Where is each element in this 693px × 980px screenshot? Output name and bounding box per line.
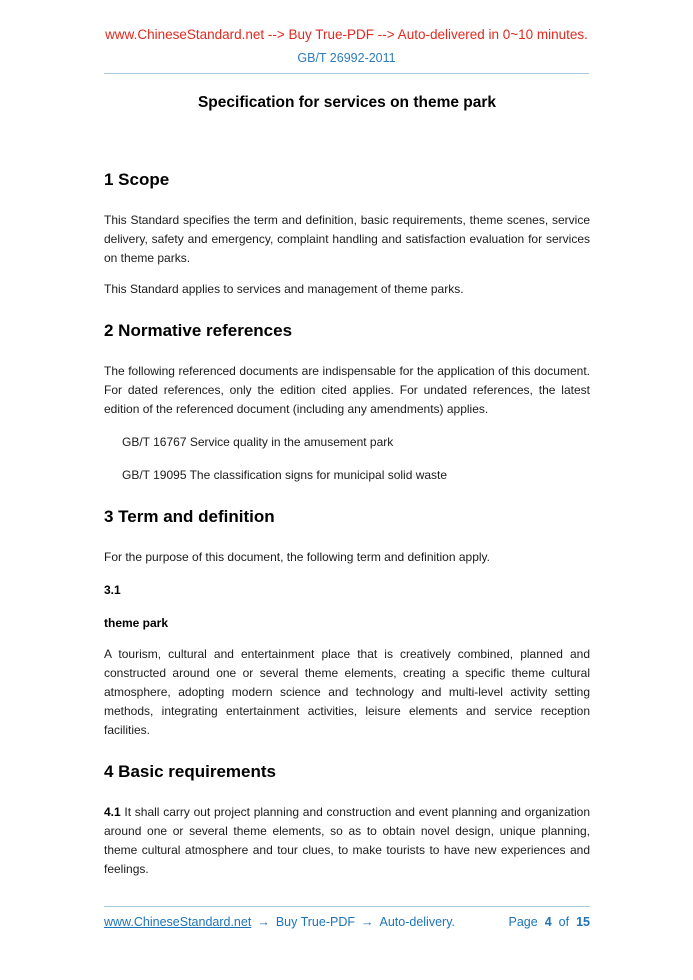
section-heading-scope: 1 Scope (104, 170, 170, 189)
arrow-right-icon: → (361, 915, 374, 929)
section-scope (104, 170, 590, 299)
term-number: 3.1 (104, 583, 121, 597)
page-indicator (509, 914, 591, 930)
of-label: of (558, 915, 570, 929)
footer-promo (104, 914, 455, 930)
page-header (0, 0, 693, 74)
footer-delivery-text: Auto-delivery. (379, 915, 455, 929)
term-name: theme park (104, 616, 169, 630)
normative-reference-1: GB/T 16767 Service quality in the amusement park (122, 435, 394, 449)
clause-4-1 (104, 803, 590, 879)
page-footer (104, 906, 590, 930)
document-body (0, 94, 693, 879)
footer-row (104, 914, 590, 930)
section-heading-normative: 2 Normative references (104, 321, 293, 340)
section-terms (104, 507, 590, 740)
promo-banner: www.ChineseStandard.net --> Buy True-PDF --> Auto-delivered in 0~10 minutes. (105, 27, 588, 42)
clause-4-1-text: It shall carry out project planning and construction and event planning and organization around one or several theme elements, so as to obtain novel design, unique planning, theme cultural atmosphere and tour clues, to make tourists to have new experiences and feelings. (104, 805, 590, 876)
standard-number: GB/T 26992-2011 (297, 51, 396, 65)
section-heading-basic: 4 Basic requirements (104, 762, 276, 781)
clause-4-1-number: 4.1 (104, 805, 121, 819)
scope-paragraph-1: This Standard specifies the term and definition, basic requirements, theme scenes, service delivery, safety and emergency, complaint handling and satisfaction evaluation for services on theme parks. (104, 213, 590, 265)
total-page-number: 15 (576, 915, 590, 929)
section-basic-requirements (104, 762, 590, 879)
term-definition: A tourism, cultural and entertainment place that is creatively combined, planned and constructed around one or several theme elements, creating a specific theme cultural atmosphere, adopting modern science and technology and multi-level activity setting methods, integrating entertainment activities, leisure elements and service reception facilities. (104, 647, 590, 737)
footer-divider (104, 906, 590, 907)
section-heading-terms: 3 Term and definition (104, 507, 275, 526)
arrow-right-icon: → (257, 915, 270, 929)
footer-buy-text: Buy True-PDF (275, 915, 355, 929)
current-page-number: 4 (544, 915, 552, 929)
header-divider (104, 73, 589, 74)
section-normative-references (104, 321, 590, 485)
normative-paragraph-1: The following referenced documents are indispensable for the application of this document. For dated references, only the edition cited applies. For undated references, the latest edition of the referenced document (including any amendments) applies. (104, 364, 590, 416)
terms-intro-paragraph: For the purpose of this document, the following term and definition apply. (104, 550, 490, 564)
page-label: Page (508, 915, 538, 929)
document-title: Specification for services on theme park (197, 94, 497, 111)
normative-reference-2: GB/T 19095 The classification signs for municipal solid waste (122, 468, 448, 482)
footer-website-link[interactable]: www.ChineseStandard.net (104, 915, 252, 929)
scope-paragraph-2: This Standard applies to services and management of theme parks. (104, 282, 464, 296)
